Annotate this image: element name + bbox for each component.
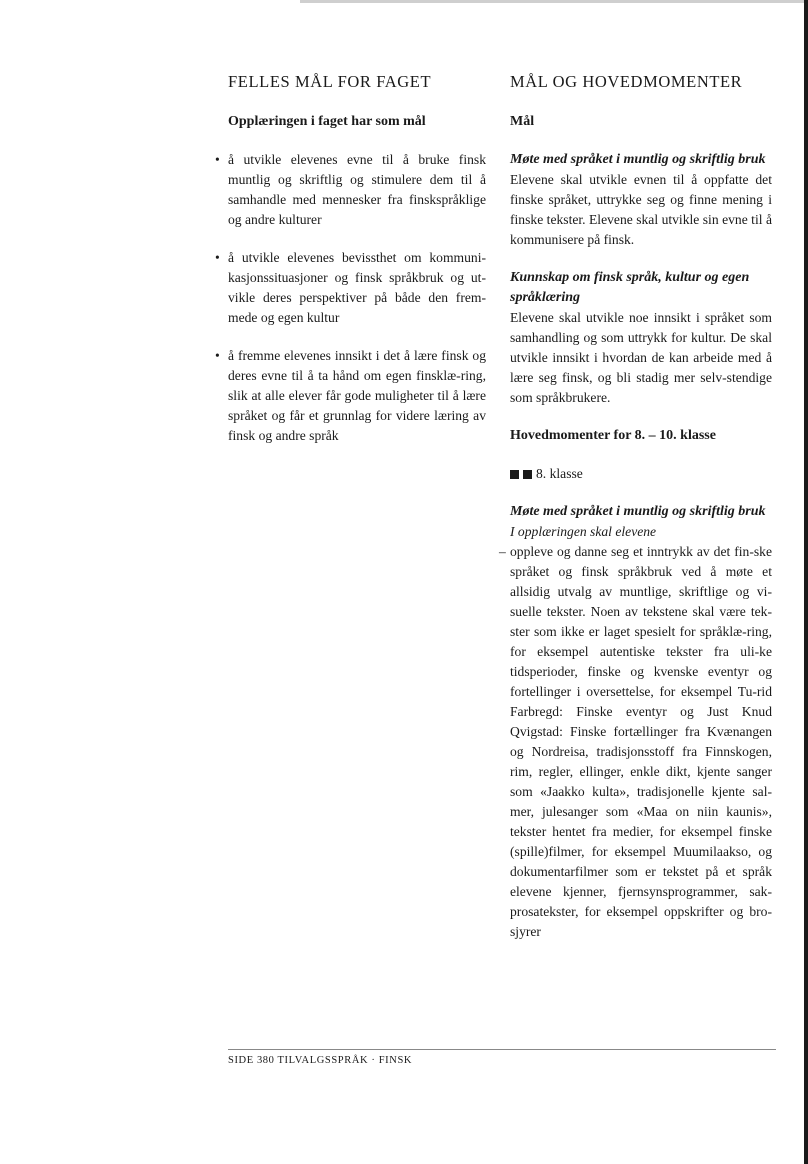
section-title: Møte med språket i muntlig og skriftlig bruk — [510, 504, 766, 519]
left-column — [215, 70, 486, 464]
section-title: Kunnskap om finsk språk, kultur og egen språklæring — [510, 270, 750, 305]
klasse-label: 8. klasse — [536, 466, 583, 481]
square-marker-icon — [523, 470, 532, 479]
page-footer: SIDE 380 TILVALGSSPRÅK · FINSK — [228, 1055, 413, 1066]
goal-text: å utvikle elevenes evne til å bruke finsk muntlig og skriftlig og stimulere dem til å samhandle med mennesker fra finskspråklige og andre kulturer — [228, 152, 486, 227]
goal-text: å utvikle elevenes bevissthet om kommuni-kasjonssituasjoner og finsk språkbruk og ut-vikle deres perspektiver på både den frem-mede og egen kultur — [228, 250, 486, 325]
right-column — [499, 70, 772, 942]
goal-item — [215, 150, 486, 230]
page-top-edge — [300, 0, 808, 3]
hovedmoment-section — [499, 502, 772, 942]
opplaeringen-subheading: Opplæringen i faget har som mål — [228, 114, 426, 129]
bullet-marker: • — [215, 152, 220, 167]
goals-list — [215, 150, 486, 446]
dash-marker: – — [499, 544, 506, 559]
goal-section — [510, 150, 772, 250]
felles-mal-heading: FELLES MÅL FOR FAGET — [228, 72, 432, 91]
hovedmomenter-heading: Hovedmomenter for 8. – 10. klasse — [510, 428, 716, 443]
goal-item — [215, 248, 486, 328]
goal-section — [510, 268, 772, 408]
hovedmoment-text: oppleve og danne seg et inntrykk av det fin-ske språket og finsk språkbruk ved å møte et allsidig utvalg av muntlige, skriftlige og vi-suelle tekster. Noen av tekstene skal være tek-ster som ikke er laget spesielt for språklæ-ring, for eksempel autentiske tekster fra uli-ke tidsperioder, finske og kvenske eventyr og fortellinger i oversettelse, for eksempel Tu-rid Farbregd: Finske eventyr og Just Knud Qvigstad: Finske fortællinger fra Kvænangen og Nordreisa, tradisjonsstoff fra Finnskogen, rim, regler, ellinger, enkle dikt, kjente sanger som «Jaakko kulta», tradisjonelle kjente sal-mer, julesanger som «Maa on niin kaunis», tekster hentet fra medier, for eksempel finske (spille)filmer, for eksempel Muumilaakso, og dokumentarfilmer som er tekstet på et språk elevene kjenner, fjernsynsprogrammer, sak-prosatekster, for eksempel oppskrifter og bro-sjyrer — [510, 544, 772, 939]
mal-og-hovedmomenter-heading: MÅL OG HOVEDMOMENTER — [510, 72, 743, 91]
hovedmoment-item — [499, 542, 772, 942]
goal-text: å fremme elevenes innsikt i det å lære finsk og deres evne til å ta hånd om egen finsklæ-ring, slik at alle elever får gode muligheter til å lære språket og får et grunnlag for videre læring av finsk og andre språk — [228, 348, 486, 443]
footer-rule — [228, 1049, 776, 1050]
klasse-label-row — [510, 464, 772, 484]
square-marker-icon — [510, 470, 519, 479]
mal-heading: Mål — [510, 114, 535, 129]
section-title: Møte med språket i muntlig og skriftlig bruk — [510, 152, 766, 167]
bullet-marker: • — [215, 250, 220, 265]
section-intro: I opplæringen skal elevene — [510, 524, 657, 539]
bullet-marker: • — [215, 348, 220, 363]
section-text: Elevene skal utvikle noe innsikt i språket som samhandling og som uttrykk for kultur. De skal utvikle innsikt i hvordan de kan arbeide med å lære seg finsk, og bli stadig mer selv-stendige som språkbrukere. — [510, 310, 772, 405]
goal-item — [215, 346, 486, 446]
page-right-edge — [804, 0, 808, 1164]
section-text: Elevene skal utvikle evnen til å oppfatte det finske språket, uttrykke seg og finne mening i finske tekster. Elevene skal utvikle sin evne til å kommunisere på finsk. — [510, 172, 772, 247]
